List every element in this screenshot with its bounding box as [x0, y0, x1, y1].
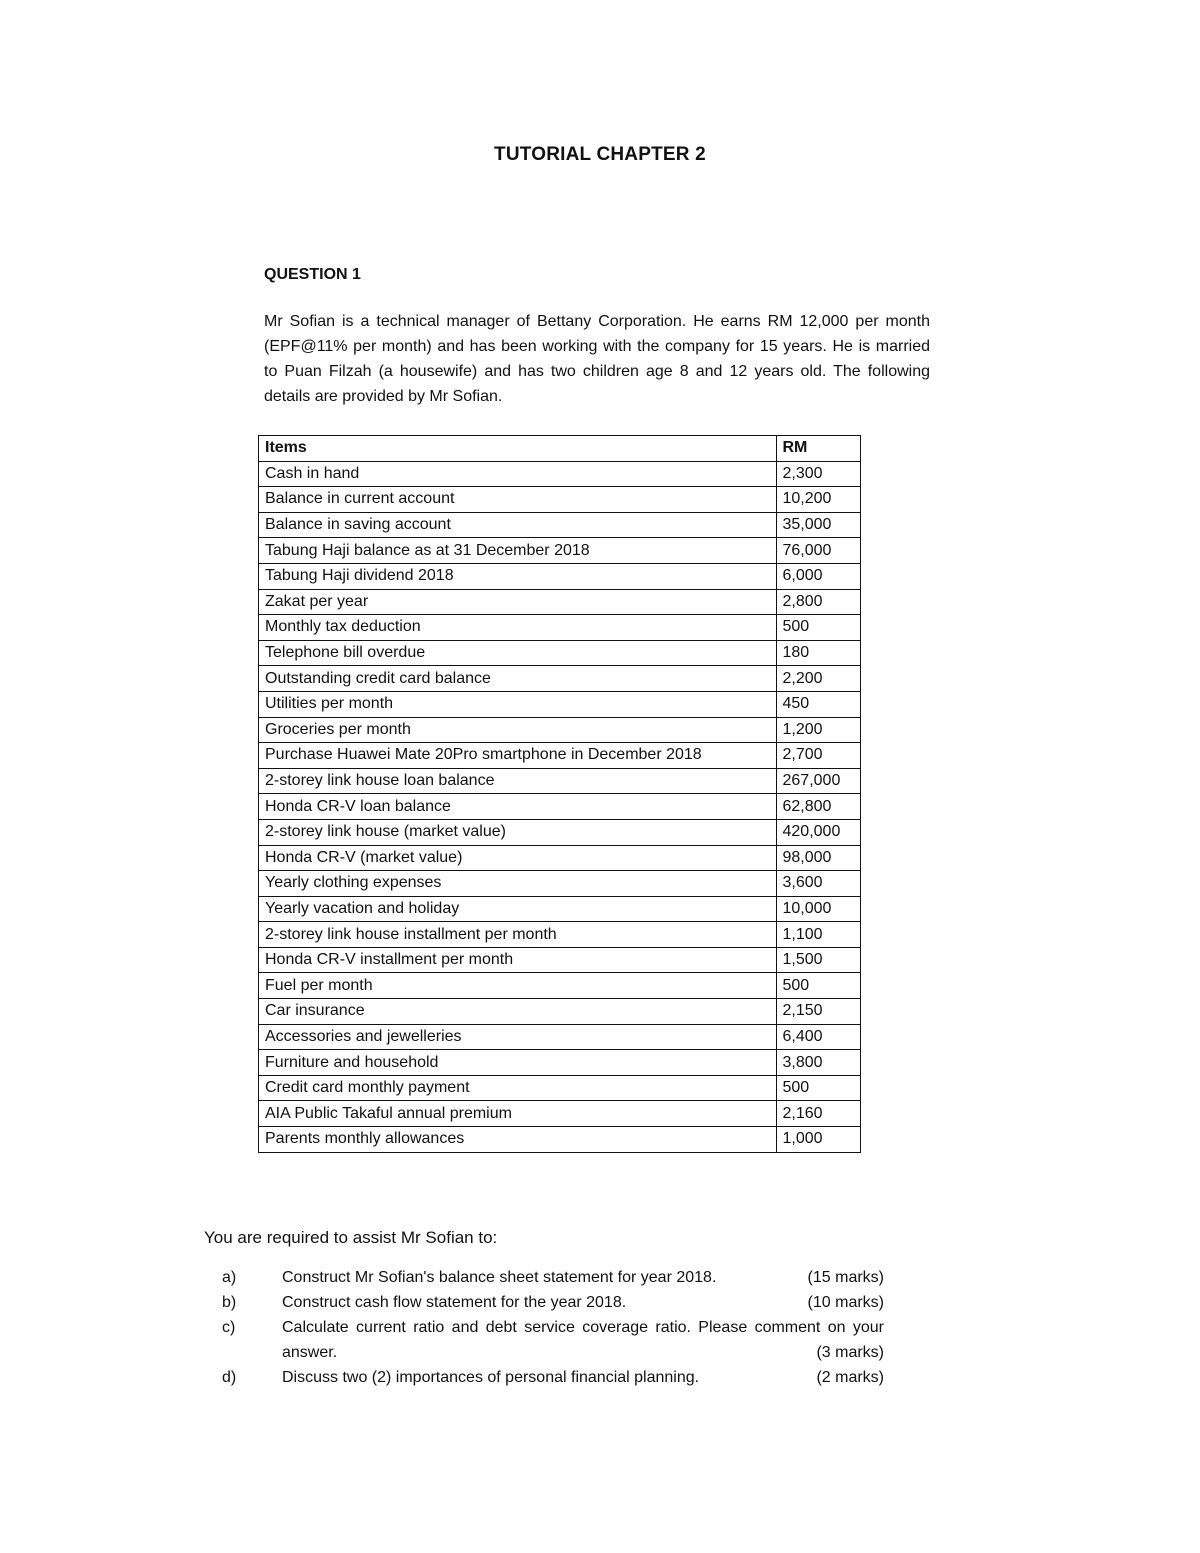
- table-row: [259, 717, 861, 743]
- item-amount-cell: 1,100: [776, 922, 861, 948]
- table-row: [259, 845, 861, 871]
- table-row: [259, 922, 861, 948]
- item-amount-cell: 450: [776, 691, 861, 717]
- item-amount-cell: 2,150: [776, 999, 861, 1025]
- page-title: TUTORIAL CHAPTER 2: [494, 144, 706, 165]
- table-row: [259, 794, 861, 820]
- task-text: Construct Mr Sofian's balance sheet statement for year 2018.: [282, 1269, 717, 1286]
- task-letter: a): [222, 1269, 237, 1286]
- task-d: [222, 1365, 884, 1390]
- task-c: [222, 1315, 884, 1365]
- item-amount-cell: 2,700: [776, 743, 861, 769]
- table-row: [259, 973, 861, 999]
- item-name-cell: Purchase Huawei Mate 20Pro smartphone in December 2018: [259, 743, 777, 769]
- item-name-cell: 2-storey link house loan balance: [259, 768, 777, 794]
- item-name-cell: Utilities per month: [259, 691, 777, 717]
- header-items: Items: [259, 436, 777, 462]
- item-name-cell: Monthly tax deduction: [259, 615, 777, 641]
- item-amount-cell: 35,000: [776, 512, 861, 538]
- task-a: [222, 1265, 884, 1290]
- table-row: [259, 819, 861, 845]
- table-row: [259, 666, 861, 692]
- item-name-cell: Tabung Haji balance as at 31 December 2018: [259, 538, 777, 564]
- table-row: [259, 615, 861, 641]
- item-amount-cell: 6,400: [776, 1024, 861, 1050]
- item-name-cell: Balance in saving account: [259, 512, 777, 538]
- table-row: [259, 461, 861, 487]
- task-marks: (3 marks): [816, 1344, 884, 1361]
- item-name-cell: Outstanding credit card balance: [259, 666, 777, 692]
- item-name-cell: Car insurance: [259, 999, 777, 1025]
- table-row: [259, 999, 861, 1025]
- question-body: Mr Sofian is a technical manager of Bettany Corporation. He earns RM 12,000 per month (EPF@11% per month) and has been working with the company for 15 years. He is married to Puan Filzah (a housewife) and has two children age 8 and 12 years old. The following details are provided by Mr Sofian.: [264, 313, 930, 405]
- table-row: [259, 1101, 861, 1127]
- task-marks: (10 marks): [807, 1294, 884, 1311]
- item-amount-cell: 1,000: [776, 1127, 861, 1153]
- item-name-cell: 2-storey link house installment per month: [259, 922, 777, 948]
- item-name-cell: Groceries per month: [259, 717, 777, 743]
- table-row: [259, 1050, 861, 1076]
- item-name-cell: Zakat per year: [259, 589, 777, 615]
- item-amount-cell: 267,000: [776, 768, 861, 794]
- item-name-cell: Furniture and household: [259, 1050, 777, 1076]
- task-text: Construct cash flow statement for the year 2018.: [282, 1294, 627, 1311]
- task-b: [222, 1290, 884, 1315]
- item-amount-cell: 180: [776, 640, 861, 666]
- item-amount-cell: 420,000: [776, 819, 861, 845]
- task-marks: (2 marks): [816, 1369, 884, 1386]
- table-row: [259, 487, 861, 513]
- table-row: [259, 563, 861, 589]
- task-list: [222, 1265, 884, 1390]
- table-body: [259, 461, 861, 1152]
- item-name-cell: Telephone bill overdue: [259, 640, 777, 666]
- item-amount-cell: 62,800: [776, 794, 861, 820]
- item-amount-cell: 500: [776, 973, 861, 999]
- table-row: [259, 871, 861, 897]
- table-header-row: [259, 436, 861, 462]
- item-name-cell: Honda CR-V (market value): [259, 845, 777, 871]
- item-name-cell: Yearly vacation and holiday: [259, 896, 777, 922]
- item-name-cell: Tabung Haji dividend 2018: [259, 563, 777, 589]
- table-row: [259, 768, 861, 794]
- table-row: [259, 947, 861, 973]
- task-text: Discuss two (2) importances of personal financial planning.: [282, 1369, 700, 1386]
- item-name-cell: AIA Public Takaful annual premium: [259, 1101, 777, 1127]
- item-name-cell: Parents monthly allowances: [259, 1127, 777, 1153]
- task-letter: c): [222, 1319, 236, 1336]
- instructions-intro: You are required to assist Mr Sofian to:: [204, 1228, 498, 1247]
- item-amount-cell: 10,200: [776, 487, 861, 513]
- table-row: [259, 743, 861, 769]
- item-amount-cell: 10,000: [776, 896, 861, 922]
- table-row: [259, 1127, 861, 1153]
- table-row: [259, 512, 861, 538]
- item-amount-cell: 1,200: [776, 717, 861, 743]
- task-marks: (15 marks): [807, 1269, 884, 1286]
- table-row: [259, 589, 861, 615]
- item-name-cell: Balance in current account: [259, 487, 777, 513]
- header-rm: RM: [776, 436, 861, 462]
- item-amount-cell: 3,800: [776, 1050, 861, 1076]
- item-amount-cell: 1,500: [776, 947, 861, 973]
- items-table: [258, 435, 861, 1153]
- item-name-cell: Honda CR-V loan balance: [259, 794, 777, 820]
- table-row: [259, 640, 861, 666]
- item-amount-cell: 2,200: [776, 666, 861, 692]
- table-row: [259, 691, 861, 717]
- item-amount-cell: 2,300: [776, 461, 861, 487]
- item-name-cell: Credit card monthly payment: [259, 1075, 777, 1101]
- item-amount-cell: 3,600: [776, 871, 861, 897]
- item-name-cell: Fuel per month: [259, 973, 777, 999]
- item-amount-cell: 500: [776, 1075, 861, 1101]
- table-row: [259, 896, 861, 922]
- item-name-cell: Cash in hand: [259, 461, 777, 487]
- item-amount-cell: 2,160: [776, 1101, 861, 1127]
- task-letter: d): [222, 1369, 237, 1386]
- item-amount-cell: 500: [776, 615, 861, 641]
- item-amount-cell: 98,000: [776, 845, 861, 871]
- item-name-cell: Accessories and jewelleries: [259, 1024, 777, 1050]
- item-amount-cell: 2,800: [776, 589, 861, 615]
- question-heading: QUESTION 1: [264, 266, 361, 283]
- item-amount-cell: 6,000: [776, 563, 861, 589]
- table-row: [259, 538, 861, 564]
- item-name-cell: 2-storey link house (market value): [259, 819, 777, 845]
- item-name-cell: Yearly clothing expenses: [259, 871, 777, 897]
- table-row: [259, 1075, 861, 1101]
- table-row: [259, 1024, 861, 1050]
- task-letter: b): [222, 1294, 237, 1311]
- item-name-cell: Honda CR-V installment per month: [259, 947, 777, 973]
- item-amount-cell: 76,000: [776, 538, 861, 564]
- task-text: Calculate current ratio and debt service coverage ratio. Please comment on your answer.: [282, 1319, 884, 1361]
